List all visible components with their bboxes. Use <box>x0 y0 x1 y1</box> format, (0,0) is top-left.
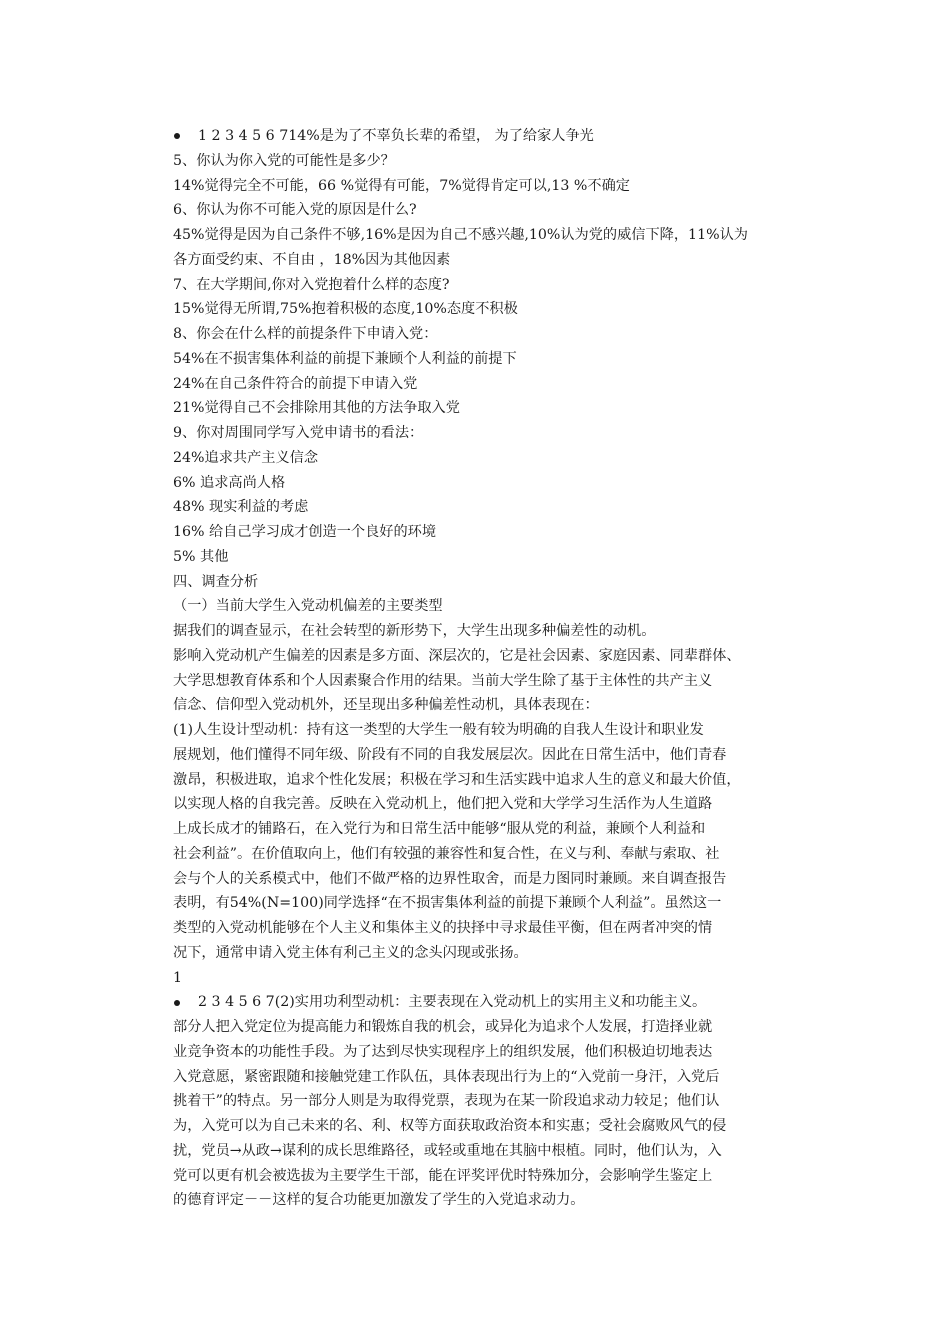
line-text: 16% 给自己学习成才创造一个良好的环境 <box>173 524 437 540</box>
line-text: 四、调查分析 <box>173 573 259 590</box>
text-line <box>173 594 813 619</box>
line-text: 社会利益”。在价值取向上，他们有较强的兼容性和复合性，在义与利、奉献与索取、社 <box>173 845 720 862</box>
line-text: 1 2 3 4 5 6 714%是为了不辜负长辈的希望， 为了给家人争光 <box>198 128 594 144</box>
text-line <box>173 1188 813 1213</box>
bullet-line <box>173 990 813 1015</box>
text-line <box>173 223 813 248</box>
text-line <box>173 174 813 199</box>
bullet-line <box>173 124 813 149</box>
text-line <box>173 1065 813 1090</box>
line-text: 党可以更有机会被选拔为主要学生干部，能在评奖评优时特殊加分，会影响学生鉴定上 <box>173 1167 713 1184</box>
line-text: 6% 追求高尚人格 <box>173 474 286 491</box>
text-line <box>173 471 813 496</box>
text-line <box>173 1040 813 1065</box>
text-line <box>173 768 813 793</box>
text-line <box>173 273 813 298</box>
line-text: 以实现人格的自我完善。反映在入党动机上，他们把入党和大学学习生活作为人生道路 <box>173 796 713 813</box>
text-line <box>173 347 813 372</box>
text-line <box>173 842 813 867</box>
line-text: 况下，通常申请入党主体有利己主义的念头闪现或张扬。 <box>173 944 528 961</box>
line-text: 2 3 4 5 6 7(2)实用功利型动机：主要表现在入党动机上的实用主义和功能主义。 <box>198 994 707 1011</box>
line-text: 据我们的调查显示，在社会转型的新形势下，大学生出现多种偏差性的动机。 <box>173 623 656 639</box>
text-line <box>173 421 813 446</box>
line-text: 大学思想教育体系和个人因素聚合作用的结果。当前大学生除了基于主体性的共产主义 <box>173 672 713 689</box>
text-line <box>173 619 813 644</box>
line-text: 影响入党动机产生偏差的因素是多方面、深层次的，它是社会因素、家庭因素、同辈群体、 <box>173 647 741 664</box>
line-text: 15%觉得无所谓,75%抱着积极的态度,10%态度不积极 <box>173 301 518 318</box>
line-text: 21%觉得自己不会排除用其他的方法争取入党 <box>173 400 460 417</box>
bullet-icon <box>174 133 180 139</box>
text-line <box>173 446 813 471</box>
text-line <box>173 1089 813 1114</box>
line-text: 信念、信仰型入党动机外，还呈现出多种偏差性动机，具体表现在： <box>173 697 599 714</box>
text-line <box>173 792 813 817</box>
line-text: 表明，有54%(N=100)同学选择“在不损害集体利益的前提下兼顾个人利益”。虽然这一 <box>173 895 722 912</box>
line-text: 6、你认为你不可能入党的原因是什么? <box>173 202 417 219</box>
line-text: 激昂，积极进取，追求个性化发展；积极在学习和生活实践中追求人生的意义和最大价值， <box>173 771 741 788</box>
document-body <box>173 124 813 1213</box>
text-line <box>173 149 813 174</box>
line-text: 为，入党可以为自己未来的名、利、权等方面获取政治资本和实惠；受社会腐败风气的侵 <box>173 1118 727 1134</box>
text-line <box>173 198 813 223</box>
text-line <box>173 248 813 273</box>
line-text: 部分人把入党定位为提高能力和锻炼自我的机会，或异化为追求个人发展，打造择业就 <box>173 1019 713 1035</box>
line-text: 扰，党员→从政→谋利的成长思维路径，或轻或重地在其脑中根植。同时，他们认为，入 <box>173 1142 722 1159</box>
text-line <box>173 891 813 916</box>
text-line <box>173 1114 813 1139</box>
bullet-icon <box>174 1000 180 1006</box>
line-text: 入党意愿，紧密跟随和接触党建工作队伍，具体表现出行为上的“入党前一身汗，入党后 <box>173 1068 720 1085</box>
line-text: 5、你认为你入党的可能性是多少？ <box>173 152 395 169</box>
line-text: (1)人生设计型动机：持有这一类型的大学生一般有较为明确的自我人生设计和职业发 <box>173 722 704 738</box>
line-text: 的德育评定－－这样的复合功能更加激发了学生的入党追求动力。 <box>173 1192 585 1209</box>
text-line <box>173 743 813 768</box>
line-text: 45%觉得是因为自己条件不够,16%是因为自己不感兴趣,10%认为党的威信下降，11%认为 <box>173 227 748 243</box>
line-text: 24%在自己条件符合的前提下申请入党 <box>173 375 418 392</box>
text-line <box>173 644 813 669</box>
text-line <box>173 669 813 694</box>
line-text: 24%追求共产主义信念 <box>173 449 319 466</box>
line-text: 挑着干”的特点。另一部分人则是为取得党票，表现为在某一阶段追求动力较足；他们认 <box>173 1093 720 1110</box>
text-line <box>173 1164 813 1189</box>
text-line <box>173 966 813 991</box>
text-line <box>173 396 813 421</box>
text-line <box>173 1139 813 1164</box>
line-text: 1 <box>173 969 183 986</box>
line-text: 展规划，他们懂得不同年级、阶段有不同的自我发展层次。因此在日常生活中，他们青春 <box>173 746 727 763</box>
text-line <box>173 570 813 595</box>
line-text: （一）当前大学生入党动机偏差的主要类型 <box>173 598 443 615</box>
line-text: 类型的入党动机能够在个人主义和集体主义的抉择中寻求最佳平衡，但在两者冲突的情 <box>173 920 713 936</box>
line-text: 会与个人的关系模式中，他们不做严格的边界性取舍，而是力图同时兼顾。来自调查报告 <box>173 870 727 887</box>
line-text: 7、在大学期间,你对入党抱着什么样的态度? <box>173 276 450 293</box>
text-line <box>173 916 813 941</box>
line-text: 54%在不损害集体利益的前提下兼顾个人利益的前提下 <box>173 350 517 367</box>
text-line <box>173 322 813 347</box>
line-text: 各方面受约束、不自由 ，18%因为其他因素 <box>173 251 451 268</box>
line-text: 9、你对周围同学写入党申请书的看法： <box>173 425 424 441</box>
text-line <box>173 1015 813 1040</box>
text-line <box>173 867 813 892</box>
text-line <box>173 545 813 570</box>
line-text: 48% 现实利益的考虑 <box>173 499 309 516</box>
text-line <box>173 718 813 743</box>
line-text: 8、你会在什么样的前提条件下申请入党： <box>173 326 438 342</box>
line-text: 业竞争资本的功能性手段。为了达到尽快实现程序上的组织发展，他们积极迫切地表达 <box>173 1043 713 1060</box>
text-line <box>173 520 813 545</box>
text-line <box>173 372 813 397</box>
line-text: 14%觉得完全不可能，66 %觉得有可能，7%觉得肯定可以,13 %不确定 <box>173 177 630 194</box>
text-line <box>173 297 813 322</box>
text-line <box>173 495 813 520</box>
text-line <box>173 817 813 842</box>
text-line <box>173 941 813 966</box>
line-text: 上成长成才的铺路石，在入党行为和日常生活中能够“服从党的利益，兼顾个人利益和 <box>173 821 706 837</box>
text-line <box>173 693 813 718</box>
line-text: 5% 其他 <box>173 548 229 565</box>
